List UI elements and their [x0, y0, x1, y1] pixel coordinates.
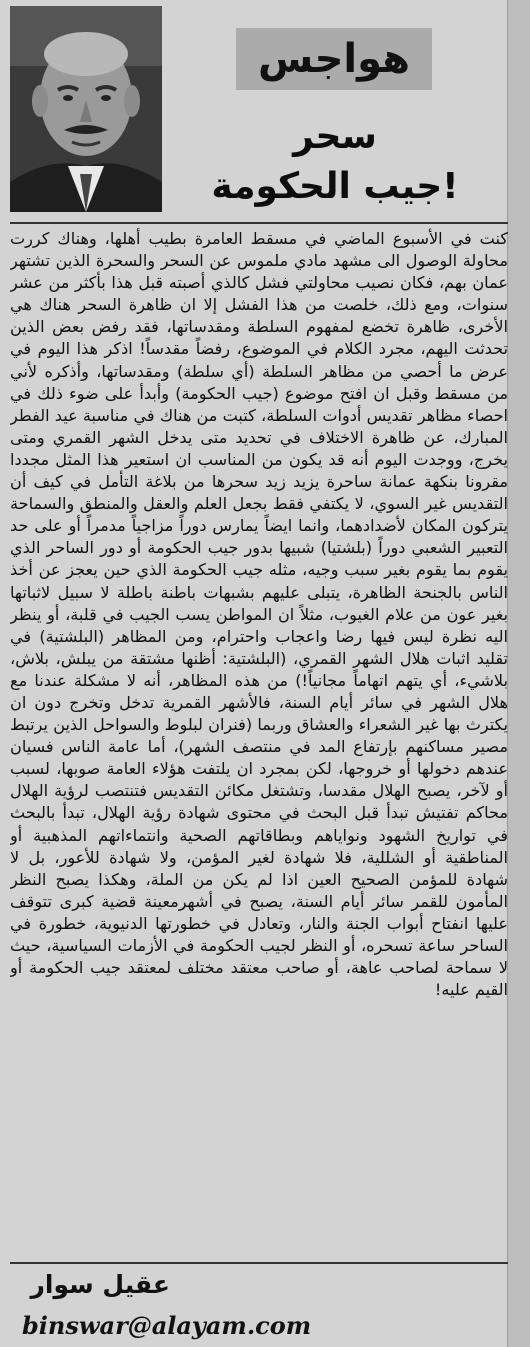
headline [170, 112, 500, 212]
bottom-divider [10, 1262, 508, 1264]
top-divider [10, 222, 508, 224]
headline-line-1: سحر [293, 116, 377, 157]
article-body: كنت في الأسبوع الماضي في مسقط العامرة بطيب أهلها، وهناك كررت محاولة الوصول الى مشهد مادي ملموس عن السحر والسحرة الذين تشتهر عمان بهم، فكان نصيب محاولتي فشل كالذي أصبته قبل هذا بأكثر من عشر سنوات، ومع ذلك، خلصت من هذا الفشل إلا ان ظاهرة السحر هناك هي الأخرى، ظاهرة تخضع لمفهوم السلطة ومقدساتها، فقد رفض بعض الذين تحدثت اليهم، مجرد الكلام في الموضوع، رفضاً مقدساً! اذكر هذا اليوم في عرض ما أحصي من مظاهر السلطة (أي سلطة) ومقدساتها، وأذكره لأني من مسقط وقبل ان افتح موضوع (جيب الحكومة) وأبدأ على ضوء ذلك في احصاء مظاهر تقديس أدوات السلطة، كتبت من هناك في مناسبة عيد الفطر المبارك، عن ظاهرة الاختلاف في تحديد متى يدخل الشهر القمري ومتى يخرج، ووجدت اليوم أنه قد يكون من المناسب ان استعير هذا المثل مجددا مقرونا بنكهة عمانة ساحرة يزيد زيد سحرها من بلاغة التأمل في كيف أن التقديس غير السوي، لا يكتفي فقط بجعل العلم والعقل والمنطق والسماحة يتركون المكان لأضدادهما، وانما ايضاً يمارس دوراً مزاجياً مدمراً أو على حد التعبير الشعبي دوراً (بلشتيا) شبيها بدور جيب الحكومة أو دور الساحر الذي يقوم بما يقوم بغير سبب وجيه، مثله جيب الحكومة الذي حين يعجز عن أخذ الناس بالجنحة الظاهرة، يتبلى عليهم بشبهات باطنة باطلة لا سبيل لاثباتها بغير عون من علام الغيوب، مثلاً ان المواطن يسب الجيب في قلبة، أو ينظر اليه نظرة ليس فيها رضا واعجاب واحترام، ومن المظاهر (البلشتية) في تقليد اثبات هلال الشهر القمري، (البلشتية: أظنها مشتقة من يبلش، بلاش، بلاشيء، أي يتهم اتهاماً مجانياً!) من هذه المظاهر، أنه لا مشكلة عندنا مع هلال الشهر في سائر أيام السنة، فالأشهر القمرية تدخل وتخرج دون ان يكترث بها غير الشعراء والعشاق وربما (فنران لبلوط والسواحل الذين يرتبط مصير مساكنهم بإرتفاع المد في منتصف الشهر)، أما عامة الناس فسيان عندهم دخولها أو خروجها، لكن بمجرد ان يلتفت هؤلاء العامة صوبها، لسبب أو لآخر، يصبح الهلال مقدسا، وتشتغل مكائن التقديس فتنتصب لرؤية الهلال محاكم تفتيش تبدأ قبل البحث في محتوى شهادة رؤية الهلال، تبدأ بالبحث في تواريخ الشهود ونواياهم وبطاقاتهم الصحية وانتماءاتهم المذهبية أو المناطقية أو الشللية، فلا شهادة لغير المؤمن، ولا شهادة للأعور، بل لا شهادة للمؤمن الصحيح العين اذا لم يكن من الملة، وهكذا يصبح النظر المأمون للقمر سائر أيام السنة، يصبح في أشهرمعينة قضية كبرى تتوقف عليها انفتاح أبواب الجنة والنار، وتعادل في خطورتها الدنيوية، خطورة في الساحر ساعة تسحره، أو النظر لجيب الحكومة في الأزمات السياسية، حيث لا سماحة لصاحب عاهة، أو صاحب معتقد مختلف لمعتقد جيب الحكومة أو القيم عليه! [10, 229, 508, 1000]
adjacent-page-edge [507, 0, 530, 1347]
author-name: عقيل سوار [30, 1270, 170, 1299]
headline-line-2: جيب الحكومة! [211, 166, 459, 207]
author-email[interactable]: binswar@alayam.com [22, 1311, 312, 1340]
author-photo [10, 6, 162, 212]
column-title: هواجس [236, 28, 432, 90]
